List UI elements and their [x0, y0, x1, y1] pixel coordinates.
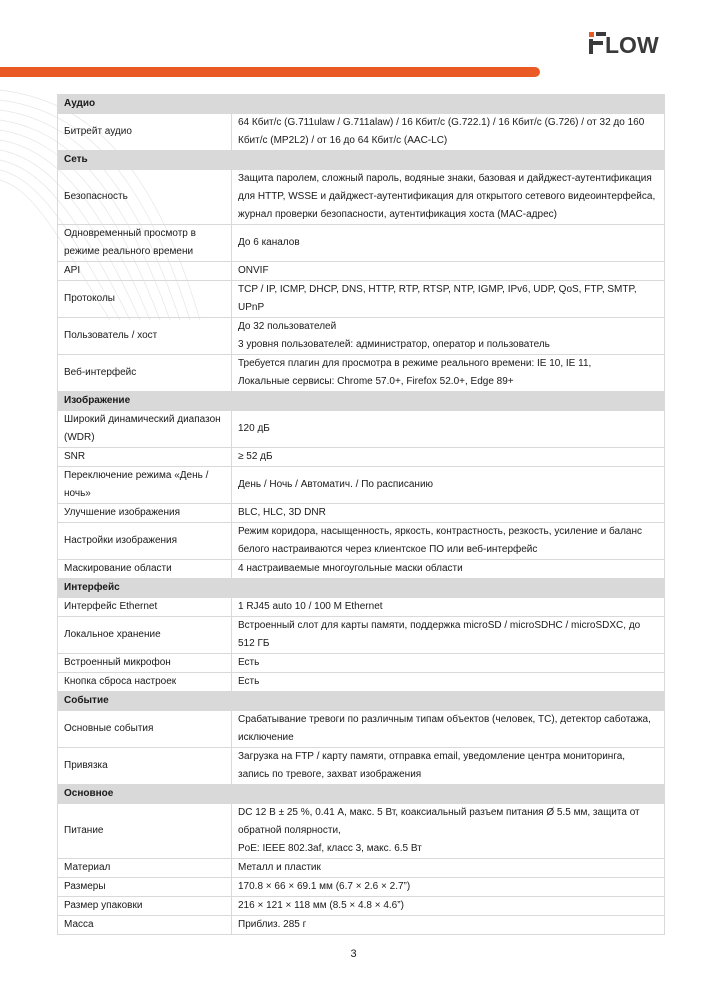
spec-value-cell	[232, 804, 665, 859]
spec-value: Есть	[238, 657, 260, 668]
spec-value-cell	[232, 560, 665, 579]
section-header-row	[58, 785, 665, 804]
spec-row	[58, 859, 665, 878]
spec-label: Локальное хранение	[58, 617, 232, 654]
spec-label: Битрейт аудио	[58, 114, 232, 151]
spec-value-cell	[232, 654, 665, 673]
section-title: Сеть	[58, 151, 665, 170]
spec-row	[58, 878, 665, 897]
spec-value-cell	[232, 878, 665, 897]
spec-label: Масса	[58, 916, 232, 935]
spec-row	[58, 114, 665, 151]
spec-value: PoE: IEEE 802.3af, класс 3, макс. 6.5 Вт	[238, 843, 422, 854]
svg-text:LOW: LOW	[605, 32, 659, 56]
spec-value: Загрузка на FTP / карту памяти, отправка email, уведомление центра мониторинга, запись по тревоге, захват изображения	[238, 751, 626, 780]
spec-value: Встроенный слот для карты памяти, поддержка microSD / microSDHC / microSDXC, до 512 ГБ	[238, 620, 641, 649]
section-title: Событие	[58, 692, 665, 711]
spec-value-cell	[232, 281, 665, 318]
spec-value: Локальные сервисы: Chrome 57.0+, Firefox 52.0+, Edge 89+	[238, 376, 514, 387]
spec-value: 170.8 × 66 × 69.1 мм (6.7 × 2.6 × 2.7”)	[238, 881, 411, 892]
spec-value-cell	[232, 170, 665, 225]
header-accent-bar	[0, 67, 548, 77]
spec-value: Приблиз. 285 г	[238, 919, 307, 930]
spec-row	[58, 673, 665, 692]
spec-value: Срабатывание тревоги по различным типам объектов (человек, ТС), детектор саботажа, исключение	[238, 714, 651, 743]
spec-value: TCP / IP, ICMP, DHCP, DNS, HTTP, RTP, RTSP, NTP, IGMP, IPv6, UDP, QoS, FTP, SMTP, UPnP	[238, 284, 637, 313]
spec-label: SNR	[58, 448, 232, 467]
spec-value: ONVIF	[238, 265, 269, 276]
spec-row	[58, 748, 665, 785]
spec-row	[58, 654, 665, 673]
spec-row	[58, 711, 665, 748]
spec-value-cell	[232, 225, 665, 262]
spec-value-cell	[232, 748, 665, 785]
spec-row	[58, 355, 665, 392]
spec-value: ≥ 52 дБ	[238, 451, 273, 462]
spec-value: 1 RJ45 auto 10 / 100 M Ethernet	[238, 601, 383, 612]
spec-value: До 6 каналов	[238, 237, 300, 248]
spec-value: 216 × 121 × 118 мм (8.5 × 4.8 × 4.6”)	[238, 900, 404, 911]
spec-value: Режим коридора, насыщенность, яркость, контрастность, резкость, усиление и баланс белого настраиваются через клиентское ПО или веб-интерфейс	[238, 526, 642, 555]
accent-bar	[0, 67, 540, 77]
spec-label: Питание	[58, 804, 232, 859]
spec-label: Маскирование области	[58, 560, 232, 579]
section-header-row	[58, 579, 665, 598]
spec-value-cell	[232, 859, 665, 878]
spec-value-cell	[232, 617, 665, 654]
spec-row	[58, 504, 665, 523]
spec-value-cell	[232, 916, 665, 935]
spec-value: День / Ночь / Автоматич. / По расписанию	[238, 479, 434, 490]
spec-value: Есть	[238, 676, 260, 687]
spec-row	[58, 411, 665, 448]
spec-label: Встроенный микрофон	[58, 654, 232, 673]
section-title: Изображение	[58, 392, 665, 411]
spec-row	[58, 467, 665, 504]
section-header-row	[58, 392, 665, 411]
spec-label: Кнопка сброса настроек	[58, 673, 232, 692]
spec-row	[58, 448, 665, 467]
spec-label: Размер упаковки	[58, 897, 232, 916]
spec-label: API	[58, 262, 232, 281]
section-title: Основное	[58, 785, 665, 804]
spec-value-cell	[232, 467, 665, 504]
section-title: Интерфейс	[58, 579, 665, 598]
spec-label: Материал	[58, 859, 232, 878]
spec-value-cell	[232, 598, 665, 617]
spec-label: Широкий динамический диапазон (WDR)	[58, 411, 232, 448]
spec-value: BLC, HLC, 3D DNR	[238, 507, 326, 518]
spec-label: Интерфейс Ethernet	[58, 598, 232, 617]
spec-row	[58, 897, 665, 916]
spec-value: 4 настраиваемые многоугольные маски области	[238, 563, 463, 574]
spec-row	[58, 916, 665, 935]
spec-row	[58, 170, 665, 225]
spec-row	[58, 281, 665, 318]
spec-row	[58, 318, 665, 355]
spec-value-cell	[232, 355, 665, 392]
spec-row	[58, 560, 665, 579]
spec-row	[58, 262, 665, 281]
spec-label: Одновременный просмотр в режиме реального времени	[58, 225, 232, 262]
spec-value: 120 дБ	[238, 423, 270, 434]
spec-value-cell	[232, 114, 665, 151]
spec-row	[58, 598, 665, 617]
spec-label: Веб-интерфейс	[58, 355, 232, 392]
spec-value-cell	[232, 897, 665, 916]
spec-row	[58, 523, 665, 560]
spec-label: Переключение режима «День / ночь»	[58, 467, 232, 504]
spec-table	[57, 94, 665, 935]
section-title: Аудио	[58, 95, 665, 114]
spec-label: Пользователь / хост	[58, 318, 232, 355]
spec-value-cell	[232, 262, 665, 281]
spec-label: Привязка	[58, 748, 232, 785]
section-header-row	[58, 95, 665, 114]
spec-value-cell	[232, 504, 665, 523]
spec-label: Безопасность	[58, 170, 232, 225]
spec-value-cell	[232, 318, 665, 355]
spec-value: Металл и пластик	[238, 862, 321, 873]
spec-value-cell	[232, 448, 665, 467]
spec-value-cell	[232, 523, 665, 560]
section-header-row	[58, 692, 665, 711]
spec-label: Настройки изображения	[58, 523, 232, 560]
spec-label: Улучшение изображения	[58, 504, 232, 523]
spec-label: Протоколы	[58, 281, 232, 318]
spec-value-cell	[232, 711, 665, 748]
spec-value: Защита паролем, сложный пароль, водяные знаки, базовая и дайджест-аутентификация для HTTP, WSSE и дайджест-аутентификация для открытого сетевого видеоинтерфейса, журнал проверки безопасности, аутентификация хоста (MAC-адрес)	[238, 173, 656, 220]
flow-logo	[589, 30, 673, 56]
spec-value-cell	[232, 411, 665, 448]
spec-label: Размеры	[58, 878, 232, 897]
spec-value: Требуется плагин для просмотра в режиме реального времени: IE 10, IE 11,	[238, 358, 592, 369]
spec-row	[58, 804, 665, 859]
spec-row	[58, 617, 665, 654]
page-number: 3	[350, 948, 357, 960]
spec-label: Основные события	[58, 711, 232, 748]
spec-value: 64 Кбит/с (G.711ulaw / G.711alaw) / 16 Кбит/с (G.722.1) / 16 Кбит/с (G.726) / от 32 до 160 Кбит/с (MP2L2) / от 16 до 64 Кбит/с (AAC-LC)	[238, 117, 645, 146]
spec-value: До 32 пользователей	[238, 321, 337, 332]
spec-row	[58, 225, 665, 262]
spec-value-cell	[232, 673, 665, 692]
spec-value: DC 12 В ± 25 %, 0.41 А, макс. 5 Вт, коаксиальный разъем питания Ø 5.5 мм, защита от обратной полярности,	[238, 807, 640, 836]
section-header-row	[58, 151, 665, 170]
spec-value: 3 уровня пользователей: администратор, оператор и пользователь	[238, 339, 550, 350]
